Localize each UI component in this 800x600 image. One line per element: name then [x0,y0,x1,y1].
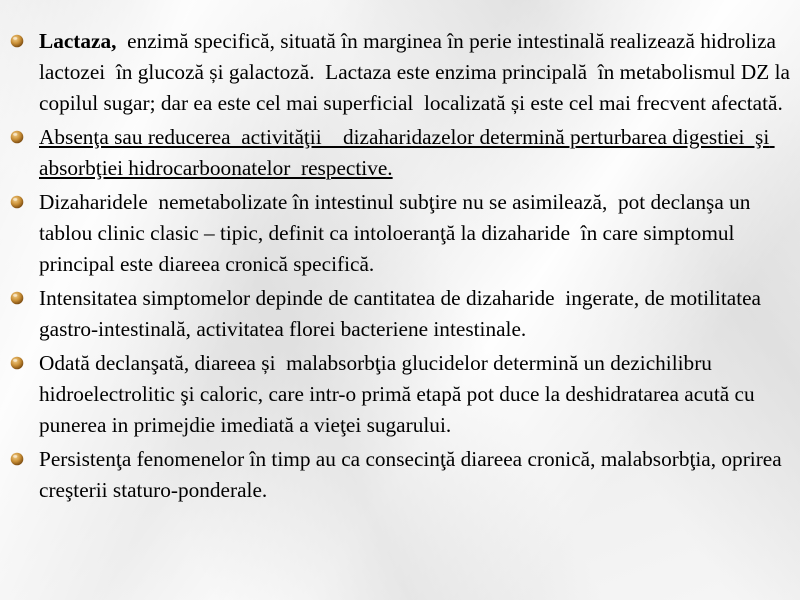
bold-term: Lactaza, [39,29,117,53]
bullet-text: Persistenţa fenomenelor în timp au ca consecinţă diareea cronică, malabsorbţia, oprirea creşterii staturo-ponderale. [39,447,788,502]
bullet-item-odata [10,348,790,441]
orange-sphere-bullet-icon [10,195,24,209]
orange-sphere-bullet-icon [10,34,24,48]
orange-sphere-bullet-icon [10,291,24,305]
bullet-text: Dizaharidele nemetabolizate în intestinul subţire nu se asimilează, pot declanşa un tablou clinic clasic – tipic, definit ca intoloeranţă la dizaharide în care simptomul principal este diareea cronică specifică. [39,190,756,276]
bullet-item-dizaharidele [10,187,790,280]
bullet-item-intensitatea [10,283,790,345]
bullet-item-absenta [10,122,790,184]
orange-sphere-bullet-icon [10,356,24,370]
bullet-list [10,26,796,509]
bullet-text: Intensitatea simptomelor depinde de cantitatea de dizaharide ingerate, de motilitatea gastro-intestinală, activitatea florei bacteriene intestinale. [39,286,767,341]
orange-sphere-bullet-icon [10,452,24,466]
bullet-text: enzimă specifică, situată în marginea în perie intestinală realizează hidroliza lactozei în glucoză și galactoză. Lactaza este enzima principală în metabolismul DZ la copilul sugar; dar ea este cel mai superficial localizată și este cel mai frecvent afectată. [39,29,796,115]
bullet-text-underlined: Absenţa sau reducerea activităţii dizaharidazelor determină perturbarea digestiei şi absorbţiei hidrocarboonatelor respective. [39,125,775,180]
bullet-item-persistenta [10,444,790,506]
bullet-item-lactaza [10,26,796,119]
bullet-text: Odată declanşată, diareea și malabsorbţia glucidelor determină un dezichilibru hidroelectrolitic şi caloric, care intr-o primă etapă pot duce la deshidratarea acută cu punerea in primejdie imediată a vieţei sugarului. [39,351,760,437]
orange-sphere-bullet-icon [10,130,24,144]
